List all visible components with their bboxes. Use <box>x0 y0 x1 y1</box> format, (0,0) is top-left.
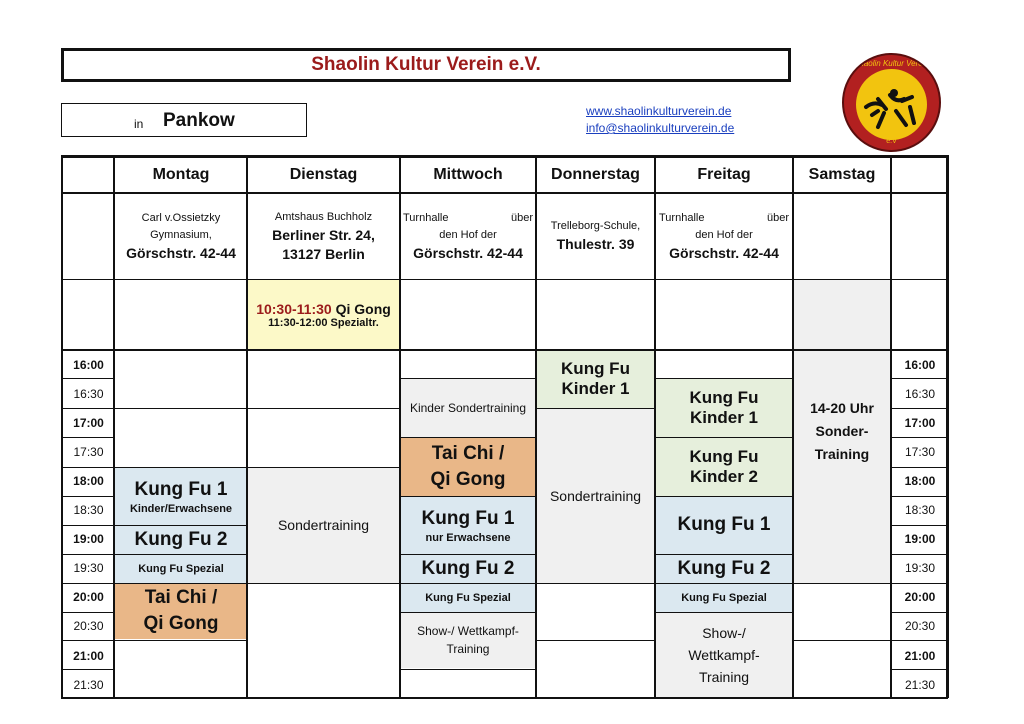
grid-hline <box>61 279 948 280</box>
qigong-morning-time: 10:30-11:30 <box>256 300 332 317</box>
time-label-left: 16:00 <box>73 357 104 372</box>
donnerstag-sondertraining <box>536 408 655 583</box>
time-label-left: 18:00 <box>73 473 104 488</box>
grid-hline <box>654 496 792 497</box>
donnerstag-kungfu-kinder1 <box>536 350 655 408</box>
mittwoch-taichi-line2: Qi Gong <box>430 468 506 490</box>
freitag-kungfu2 <box>655 554 793 583</box>
venue-mittwoch-line3: Görschstr. 42-44 <box>413 244 523 261</box>
location-box <box>61 103 307 137</box>
time-label-left: 20:00 <box>73 590 104 605</box>
logo-figure-icon <box>844 55 939 150</box>
grid-vline <box>946 155 949 698</box>
grid-hline <box>654 612 792 613</box>
mittwoch-kungfu2-title: Kung Fu 2 <box>421 557 515 579</box>
montag-kungfu1-sub: Kinder/Erwachsene <box>129 503 233 515</box>
grid-hline <box>61 697 948 699</box>
time-label-left: 19:00 <box>73 532 104 547</box>
grid-hline <box>654 378 792 379</box>
mittwoch-show-line1: Show-/ Wettkampf- <box>417 624 519 638</box>
grid-hline <box>535 408 654 409</box>
grid-hline <box>61 349 948 351</box>
samstag-line2: Sonder- <box>815 423 869 439</box>
grid-hline <box>61 408 113 409</box>
freitag-kungfu1-title: Kung Fu 1 <box>677 514 771 535</box>
location-prefix: in <box>134 117 144 131</box>
grid-hline <box>399 669 535 670</box>
time-label-right: 20:00 <box>904 590 936 605</box>
grid-vline <box>654 155 656 698</box>
time-label-left: 18:30 <box>73 503 104 518</box>
venue-donnerstag-line1: Trelleborg-Schule, <box>550 220 641 232</box>
grid-hline <box>654 583 792 584</box>
time-label-right: 17:30 <box>904 444 936 459</box>
website-link[interactable]: www.shaolinkulturverein.de <box>586 104 732 118</box>
mittwoch-kinder-sondertraining <box>400 378 536 437</box>
day-header-dienstag: Dienstag <box>289 165 358 183</box>
grid-hline <box>113 554 246 555</box>
grid-hline <box>61 525 113 526</box>
grid-hline <box>61 496 113 497</box>
grid-hline <box>61 378 113 379</box>
time-label-right: 16:00 <box>904 357 936 372</box>
grid-hline <box>890 554 948 555</box>
time-label-right: 17:00 <box>904 415 936 430</box>
grid-vline <box>246 155 248 698</box>
grid-hline <box>399 583 535 584</box>
grid-hline <box>535 583 654 584</box>
day-header-samstag: Samstag <box>808 165 876 183</box>
venue-freitag-line1 <box>659 210 789 227</box>
grid-hline <box>792 583 890 584</box>
donnerstag-kungfu-kinder1-line2: Kinder 1 <box>561 379 630 398</box>
freitag-kungfu-spezial <box>655 583 793 612</box>
grid-hline <box>246 583 399 584</box>
day-header-freitag: Freitag <box>697 165 751 183</box>
grid-vline <box>399 155 401 698</box>
venue-freitag-line1a: Turnhalle <box>659 211 705 224</box>
location-name: Pankow <box>163 110 235 131</box>
montag-taichi-line2: Qi Gong <box>143 613 219 634</box>
grid-hline <box>113 467 246 468</box>
freitag-kinder1-line2: Kinder 1 <box>689 407 759 427</box>
grid-vline <box>890 155 892 698</box>
grid-hline <box>61 669 113 670</box>
venue-mittwoch-line2: den Hof der <box>439 228 497 241</box>
samstag-sondertraining <box>793 280 891 583</box>
montag-kungfu-spezial-title: Kung Fu Spezial <box>138 562 224 575</box>
grid-hline <box>890 525 948 526</box>
venue-dienstag <box>247 193 400 279</box>
time-label-left: 19:30 <box>73 561 104 576</box>
title-box <box>61 48 791 82</box>
grid-hline <box>890 467 948 468</box>
grid-hline <box>890 583 948 584</box>
samstag-line3: Training <box>814 446 870 462</box>
venue-freitag-line1b: über <box>766 211 789 224</box>
venue-dienstag-line1: Amtshaus Buchholz <box>274 210 373 223</box>
venue-mittwoch-line1b: über <box>510 211 533 224</box>
grid-hline <box>246 408 399 409</box>
grid-hline <box>399 437 535 438</box>
grid-hline <box>113 408 246 409</box>
venue-dienstag-line3: 13127 Berlin <box>282 245 365 262</box>
dienstag-sondertraining <box>247 467 400 583</box>
montag-taichi-line1: Tai Chi / <box>144 587 218 608</box>
logo-text: Shaolin Kultur Verein <box>854 59 929 68</box>
venue-montag <box>115 193 247 279</box>
grid-hline <box>246 467 399 468</box>
grid-hline <box>890 378 948 379</box>
time-label-right: 19:30 <box>904 561 936 576</box>
venue-montag-line1: Carl v.Ossietzky <box>141 211 221 224</box>
venue-montag-line2: Gymnasium, <box>150 228 212 241</box>
freitag-kungfu2-title: Kung Fu 2 <box>677 557 771 579</box>
time-label-right: 18:30 <box>904 503 936 518</box>
contact-links <box>586 103 734 137</box>
freitag-kinder2-line1: Kung Fu <box>689 446 759 466</box>
time-label-right: 21:30 <box>904 677 936 692</box>
mittwoch-kungfu-spezial <box>400 583 536 612</box>
montag-kungfu1 <box>115 467 247 525</box>
mittwoch-taichi <box>400 437 536 496</box>
venue-mittwoch-line1a: Turnhalle <box>403 211 449 224</box>
time-label-right: 20:30 <box>904 619 936 634</box>
qigong-morning-line <box>256 301 391 317</box>
grid-hline <box>61 640 113 641</box>
grid-hline <box>399 554 535 555</box>
time-label-left: 20:30 <box>73 619 104 634</box>
grid-vline <box>61 155 63 698</box>
venue-montag-line3: Görschstr. 42-44 <box>126 244 236 261</box>
logo-ev: e.V <box>886 138 897 145</box>
dienstag-sondertraining-label: Sondertraining <box>277 517 370 533</box>
grid-hline <box>890 612 948 613</box>
grid-hline <box>890 640 948 641</box>
day-header-montag: Montag <box>152 165 210 183</box>
freitag-kungfu1 <box>655 496 793 554</box>
mittwoch-show-training <box>400 612 536 668</box>
grid-hline <box>61 155 948 158</box>
donnerstag-kungfu-kinder1-line1: Kung Fu <box>561 359 630 378</box>
freitag-show-line2: Wettkampf- <box>688 647 760 663</box>
grid-vline <box>113 155 115 698</box>
time-label-left: 17:00 <box>73 415 104 430</box>
freitag-kungfu-kinder1 <box>655 378 793 437</box>
montag-kungfu1-title: Kung Fu 1 <box>134 479 228 500</box>
time-label-left: 21:00 <box>73 648 104 663</box>
day-header-donnerstag: Donnerstag <box>551 165 640 183</box>
email-link[interactable]: info@shaolinkulturverein.de <box>586 121 735 135</box>
venue-mittwoch <box>400 193 536 279</box>
grid-hline <box>890 437 948 438</box>
grid-vline <box>535 155 537 698</box>
grid-hline <box>890 496 948 497</box>
time-label-right: 19:00 <box>904 532 936 547</box>
venue-freitag <box>655 193 793 279</box>
grid-hline <box>61 467 113 468</box>
mittwoch-kungfu1-sub: nur Erwachsene <box>425 532 511 544</box>
freitag-show-line1: Show-/ <box>702 625 746 641</box>
freitag-show-training <box>655 612 793 698</box>
samstag-line1: 14-20 Uhr <box>810 400 874 416</box>
montag-kungfu2 <box>115 525 247 554</box>
mittwoch-kungfu1 <box>400 496 536 554</box>
grid-hline <box>890 408 948 409</box>
grid-hline <box>113 525 246 526</box>
montag-kungfu2-title: Kung Fu 2 <box>134 528 228 550</box>
venue-freitag-line3: Görschstr. 42-44 <box>669 244 779 261</box>
time-label-right: 16:30 <box>904 386 936 401</box>
time-label-left: 17:30 <box>73 444 104 459</box>
venue-donnerstag <box>536 193 655 279</box>
grid-hline <box>399 378 535 379</box>
grid-hline <box>399 612 535 613</box>
grid-hline <box>654 554 792 555</box>
mittwoch-kungfu2 <box>400 554 536 583</box>
freitag-kinder2-line2: Kinder 2 <box>689 466 759 486</box>
freitag-kinder1-line1: Kung Fu <box>689 387 759 407</box>
day-header-mittwoch: Mittwoch <box>433 165 503 183</box>
grid-hline <box>535 640 654 641</box>
mittwoch-show-line2: Training <box>446 642 490 656</box>
dienstag-morning-session <box>247 280 400 349</box>
montag-kungfu-spezial <box>115 554 247 583</box>
grid-hline <box>61 192 948 194</box>
grid-hline <box>399 496 535 497</box>
page-title: Shaolin Kultur Verein e.V. <box>311 54 541 75</box>
mittwoch-kungfu1-title: Kung Fu 1 <box>421 508 515 529</box>
grid-hline <box>61 612 113 613</box>
time-label-right: 21:00 <box>904 648 936 663</box>
time-label-left: 16:30 <box>73 386 104 401</box>
venue-donnerstag-line2: Thulestr. 39 <box>556 236 635 252</box>
venue-dienstag-line2: Berliner Str. 24, <box>272 226 375 243</box>
montag-taichi <box>115 583 247 639</box>
grid-hline <box>792 640 890 641</box>
grid-hline <box>61 437 113 438</box>
grid-vline <box>792 155 794 698</box>
grid-hline <box>113 583 246 584</box>
venue-mittwoch-line1 <box>403 210 533 227</box>
freitag-kungfu-kinder2 <box>655 437 793 496</box>
venue-freitag-line2: den Hof der <box>695 228 753 241</box>
mittwoch-kinder-sondertraining-label: Kinder Sondertraining <box>409 400 527 415</box>
grid-hline <box>61 554 113 555</box>
freitag-kungfu-spezial-title: Kung Fu Spezial <box>681 591 767 604</box>
qigong-morning-label: Qi Gong <box>331 300 391 317</box>
grid-hline <box>890 669 948 670</box>
freitag-show-line3: Training <box>698 669 750 685</box>
time-label-left: 21:30 <box>73 677 104 692</box>
donnerstag-sondertraining-label: Sondertraining <box>549 487 642 504</box>
club-logo <box>842 53 941 152</box>
grid-hline <box>654 437 792 438</box>
time-label-right: 18:00 <box>904 473 936 488</box>
grid-hline <box>61 583 113 584</box>
mittwoch-kungfu-spezial-title: Kung Fu Spezial <box>425 591 511 604</box>
grid-hline <box>113 640 246 641</box>
spezialtraining-morning: 11:30-12:00 Spezialtr. <box>268 316 379 329</box>
mittwoch-taichi-line1: Tai Chi / <box>431 442 505 464</box>
